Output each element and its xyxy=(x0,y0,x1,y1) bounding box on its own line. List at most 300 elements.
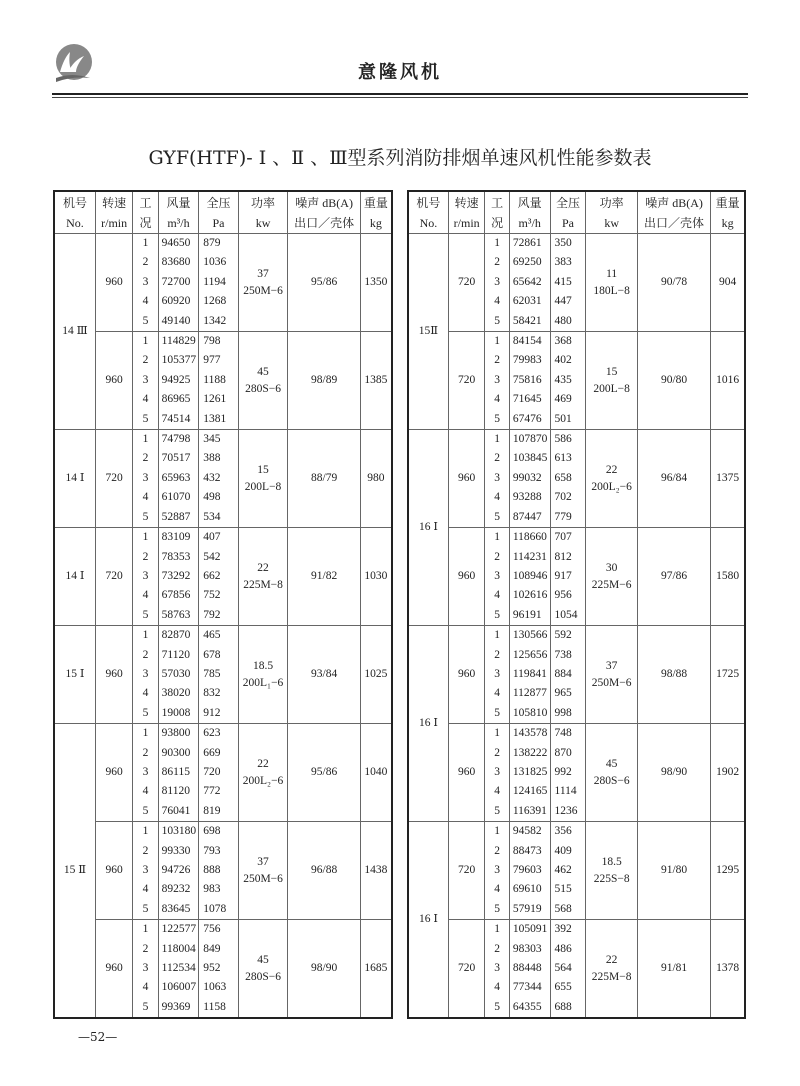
column-header-line1: 风量 xyxy=(166,195,191,210)
brand-name: 意隆风机 xyxy=(358,62,442,83)
condition-index: 3 xyxy=(485,665,509,684)
column-header-line2: No. xyxy=(419,215,438,230)
column-header-line1: 工 xyxy=(491,195,504,210)
column-header-line1: 功率 xyxy=(251,195,276,210)
performance-table-left xyxy=(53,190,393,1019)
column-header-line1: 机号 xyxy=(62,195,87,210)
pressure: 752 xyxy=(199,586,238,605)
column-header-line1: 全压 xyxy=(555,195,580,210)
pressure: 1194 xyxy=(199,273,238,292)
speed: 960 xyxy=(95,234,132,332)
pressure: 879 xyxy=(199,234,238,254)
pressure: 1054 xyxy=(550,606,586,626)
condition-index: 4 xyxy=(133,292,158,311)
airflow: 79983 xyxy=(509,351,550,370)
performance-table-right xyxy=(407,190,746,1019)
condition-index: 2 xyxy=(133,646,158,665)
airflow: 83680 xyxy=(158,253,199,272)
airflow: 38020 xyxy=(158,684,199,703)
pressure: 655 xyxy=(550,978,586,997)
noise: 98/89 xyxy=(288,332,360,430)
pressure: 435 xyxy=(550,371,586,390)
weight: 1375 xyxy=(711,430,745,528)
pressure: 756 xyxy=(199,920,238,940)
condition-index: 1 xyxy=(485,430,509,450)
pressure: 662 xyxy=(199,567,238,586)
column-header-line2: kg xyxy=(369,215,382,230)
speed: 960 xyxy=(95,626,132,724)
airflow: 99032 xyxy=(509,469,550,488)
airflow: 103180 xyxy=(158,822,199,842)
column-header-line2: Pa xyxy=(561,215,574,230)
pressure: 688 xyxy=(550,998,586,1018)
noise: 93/84 xyxy=(288,626,360,724)
pressure: 888 xyxy=(199,861,238,880)
pressure: 613 xyxy=(550,449,586,468)
noise: 98/90 xyxy=(637,724,710,822)
airflow: 62031 xyxy=(509,292,550,311)
column-header-line2: kw xyxy=(255,215,271,230)
condition-index: 2 xyxy=(485,253,509,272)
motor-model: 250M−6 xyxy=(243,284,283,297)
airflow: 57030 xyxy=(158,665,199,684)
condition-index: 2 xyxy=(485,351,509,370)
page-title: GYF(HTF)- Ⅰ 、Ⅱ 、Ⅲ型系列消防排烟单速风机性能参数表 xyxy=(148,147,652,169)
power-motor xyxy=(586,332,638,430)
condition-index: 2 xyxy=(133,351,158,370)
pressure: 912 xyxy=(199,704,238,724)
pressure: 356 xyxy=(550,822,586,842)
column-header-line2: m³/h xyxy=(167,215,190,230)
condition-index: 4 xyxy=(485,880,509,899)
airflow: 116391 xyxy=(509,802,550,822)
power-kw: 22 xyxy=(605,463,618,476)
condition-index: 5 xyxy=(485,508,509,528)
airflow: 125656 xyxy=(509,646,550,665)
table-row xyxy=(54,920,392,940)
power-motor xyxy=(238,822,288,920)
noise: 95/86 xyxy=(288,724,360,822)
airflow: 90300 xyxy=(158,744,199,763)
pressure: 345 xyxy=(199,430,238,450)
speed: 720 xyxy=(95,528,132,626)
airflow: 58763 xyxy=(158,606,199,626)
airflow: 78353 xyxy=(158,548,199,567)
condition-index: 4 xyxy=(485,586,509,605)
condition-index: 2 xyxy=(133,548,158,567)
pressure: 534 xyxy=(199,508,238,528)
column-header-line1: 重量 xyxy=(715,195,740,210)
column-header-line2: Pa xyxy=(212,215,225,230)
header-row xyxy=(408,191,745,234)
condition-index: 3 xyxy=(485,567,509,586)
airflow: 83645 xyxy=(158,900,199,920)
airflow: 81120 xyxy=(158,782,199,801)
column-header-line2: kg xyxy=(721,215,734,230)
page-number: —52— xyxy=(78,1030,118,1044)
airflow: 131825 xyxy=(509,763,550,782)
speed: 720 xyxy=(448,822,485,920)
condition-index: 2 xyxy=(133,449,158,468)
airflow: 98303 xyxy=(509,940,550,959)
column-header xyxy=(360,191,392,234)
column-header xyxy=(95,191,132,234)
pressure: 952 xyxy=(199,959,238,978)
airflow: 67856 xyxy=(158,586,199,605)
table-row xyxy=(408,430,745,450)
airflow: 52887 xyxy=(158,508,199,528)
motor-model: 180L−8 xyxy=(593,284,630,297)
pressure: 956 xyxy=(550,586,586,605)
weight: 1385 xyxy=(360,332,392,430)
condition-index: 5 xyxy=(485,312,509,332)
pressure: 469 xyxy=(550,390,586,409)
noise: 96/88 xyxy=(288,822,360,920)
condition-index: 4 xyxy=(133,390,158,409)
power-kw: 45 xyxy=(257,953,269,966)
airflow: 122577 xyxy=(158,920,199,940)
condition-index: 2 xyxy=(485,646,509,665)
speed: 720 xyxy=(95,430,132,528)
pressure: 812 xyxy=(550,548,586,567)
table-row xyxy=(408,332,745,352)
condition-index: 5 xyxy=(485,900,509,920)
pressure: 498 xyxy=(199,488,238,507)
noise: 91/81 xyxy=(637,920,710,1019)
airflow: 75816 xyxy=(509,371,550,390)
airflow: 105091 xyxy=(509,920,550,940)
condition-index: 3 xyxy=(485,861,509,880)
power-kw: 45 xyxy=(605,757,618,770)
column-header xyxy=(509,191,550,234)
condition-index: 5 xyxy=(133,802,158,822)
condition-index: 5 xyxy=(133,410,158,430)
condition-index: 1 xyxy=(485,724,509,744)
pressure: 819 xyxy=(199,802,238,822)
column-header xyxy=(637,191,710,234)
airflow: 99369 xyxy=(158,998,199,1018)
power-kw: 30 xyxy=(605,561,618,574)
pressure: 917 xyxy=(550,567,586,586)
condition-index: 1 xyxy=(133,234,158,254)
condition-index: 4 xyxy=(133,488,158,507)
power-kw: 45 xyxy=(257,365,269,378)
power-motor xyxy=(586,234,638,332)
column-header xyxy=(158,191,199,234)
pressure: 402 xyxy=(550,351,586,370)
condition-index: 3 xyxy=(485,371,509,390)
motor-model: 200L₁−6 xyxy=(242,676,284,689)
power-kw: 18.5 xyxy=(601,855,622,868)
condition-index: 3 xyxy=(133,665,158,684)
airflow: 105377 xyxy=(158,351,199,370)
weight: 1025 xyxy=(360,626,392,724)
pressure: 792 xyxy=(199,606,238,626)
airflow: 88448 xyxy=(509,959,550,978)
condition-index: 4 xyxy=(485,488,509,507)
condition-index: 3 xyxy=(133,371,158,390)
machine-number: 15Ⅱ xyxy=(408,234,448,430)
airflow: 70517 xyxy=(158,449,199,468)
pressure: 707 xyxy=(550,528,586,548)
column-header xyxy=(133,191,158,234)
power-motor xyxy=(238,430,288,528)
column-header xyxy=(550,191,586,234)
airflow: 57919 xyxy=(509,900,550,920)
condition-index: 1 xyxy=(485,626,509,646)
power-motor xyxy=(586,724,638,822)
pressure: 586 xyxy=(550,430,586,450)
motor-model: 225M−8 xyxy=(591,970,632,983)
pressure: 698 xyxy=(199,822,238,842)
airflow: 58421 xyxy=(509,312,550,332)
column-header-line2: 况 xyxy=(139,215,152,230)
airflow: 105810 xyxy=(509,704,550,724)
power-motor xyxy=(238,724,288,822)
weight: 1016 xyxy=(711,332,745,430)
table-row xyxy=(408,724,745,744)
speed: 720 xyxy=(448,332,485,430)
column-header xyxy=(711,191,745,234)
condition-index: 3 xyxy=(133,469,158,488)
motor-model: 200L₂−6 xyxy=(591,480,632,493)
airflow: 19008 xyxy=(158,704,199,724)
pressure: 486 xyxy=(550,940,586,959)
speed: 960 xyxy=(448,626,485,724)
table-row xyxy=(408,528,745,548)
pressure: 779 xyxy=(550,508,586,528)
column-header-line1: 转速 xyxy=(454,195,479,210)
airflow: 94582 xyxy=(509,822,550,842)
airflow: 138222 xyxy=(509,744,550,763)
pressure: 720 xyxy=(199,763,238,782)
power-motor xyxy=(586,528,638,626)
column-header xyxy=(408,191,448,234)
airflow: 93288 xyxy=(509,488,550,507)
pressure: 1036 xyxy=(199,253,238,272)
pressure: 772 xyxy=(199,782,238,801)
condition-index: 3 xyxy=(133,567,158,586)
column-header-line1: 机号 xyxy=(416,195,441,210)
condition-index: 3 xyxy=(485,763,509,782)
column-header-line1: 噪声 dB(A) xyxy=(295,195,353,210)
column-header-line1: 功率 xyxy=(599,195,624,210)
condition-index: 3 xyxy=(133,959,158,978)
condition-index: 4 xyxy=(485,292,509,311)
pressure: 1236 xyxy=(550,802,586,822)
column-header-line2: kw xyxy=(604,215,619,230)
power-kw: 37 xyxy=(605,659,618,672)
condition-index: 4 xyxy=(133,978,158,997)
condition-index: 5 xyxy=(133,606,158,626)
speed: 720 xyxy=(448,234,485,332)
machine-number: 16 Ⅰ xyxy=(408,430,448,626)
condition-index: 2 xyxy=(133,940,158,959)
pressure: 462 xyxy=(550,861,586,880)
airflow: 108946 xyxy=(509,567,550,586)
condition-index: 2 xyxy=(485,744,509,763)
pressure: 849 xyxy=(199,940,238,959)
airflow: 83109 xyxy=(158,528,199,548)
noise: 90/80 xyxy=(637,332,710,430)
airflow: 71120 xyxy=(158,646,199,665)
pressure: 1261 xyxy=(199,390,238,409)
column-header-line2: 出口／壳体 xyxy=(644,215,705,230)
airflow: 118660 xyxy=(509,528,550,548)
condition-index: 2 xyxy=(485,940,509,959)
column-header-line2: r/min xyxy=(453,215,480,230)
pressure: 992 xyxy=(550,763,586,782)
weight: 904 xyxy=(711,234,745,332)
pressure: 798 xyxy=(199,332,238,352)
condition-index: 1 xyxy=(133,724,158,744)
power-motor xyxy=(238,332,288,430)
table-row xyxy=(54,234,392,254)
condition-index: 2 xyxy=(485,548,509,567)
pressure: 748 xyxy=(550,724,586,744)
condition-index: 3 xyxy=(133,763,158,782)
airflow: 65963 xyxy=(158,469,199,488)
airflow: 72861 xyxy=(509,234,550,254)
pressure: 432 xyxy=(199,469,238,488)
machine-number: 16 Ⅰ xyxy=(408,626,448,822)
noise: 88/79 xyxy=(288,430,360,528)
weight: 980 xyxy=(360,430,392,528)
machine-number: 16 Ⅰ xyxy=(408,822,448,1019)
condition-index: 2 xyxy=(133,842,158,861)
column-header-line2: r/min xyxy=(101,215,128,230)
motor-model: 225S−8 xyxy=(593,872,630,885)
airflow: 94650 xyxy=(158,234,199,254)
condition-index: 2 xyxy=(133,744,158,763)
power-motor xyxy=(238,234,288,332)
condition-index: 1 xyxy=(133,528,158,548)
noise: 96/84 xyxy=(637,430,710,528)
pressure: 1114 xyxy=(550,782,586,801)
speed: 960 xyxy=(448,528,485,626)
pressure: 678 xyxy=(199,646,238,665)
condition-index: 1 xyxy=(485,528,509,548)
column-header xyxy=(586,191,638,234)
power-motor xyxy=(586,430,638,528)
pressure: 738 xyxy=(550,646,586,665)
header-row xyxy=(54,191,392,234)
pressure: 383 xyxy=(550,253,586,272)
condition-index: 1 xyxy=(133,626,158,646)
airflow: 88473 xyxy=(509,842,550,861)
condition-index: 5 xyxy=(485,802,509,822)
pressure: 1381 xyxy=(199,410,238,430)
pressure: 542 xyxy=(199,548,238,567)
column-header xyxy=(288,191,360,234)
airflow: 74798 xyxy=(158,430,199,450)
column-header xyxy=(238,191,288,234)
pressure: 793 xyxy=(199,842,238,861)
condition-index: 2 xyxy=(485,449,509,468)
pressure: 623 xyxy=(199,724,238,744)
power-kw: 22 xyxy=(257,757,269,770)
condition-index: 4 xyxy=(133,586,158,605)
pressure: 965 xyxy=(550,684,586,703)
condition-index: 5 xyxy=(485,704,509,724)
table-row xyxy=(54,626,392,646)
airflow: 94726 xyxy=(158,861,199,880)
airflow: 87447 xyxy=(509,508,550,528)
condition-index: 3 xyxy=(485,273,509,292)
speed: 960 xyxy=(95,332,132,430)
airflow: 124165 xyxy=(509,782,550,801)
airflow: 65642 xyxy=(509,273,550,292)
airflow: 103845 xyxy=(509,449,550,468)
column-header-line2: No. xyxy=(66,215,84,230)
condition-index: 5 xyxy=(133,704,158,724)
condition-index: 5 xyxy=(485,606,509,626)
motor-model: 250M−6 xyxy=(591,676,632,689)
pressure: 658 xyxy=(550,469,586,488)
pressure: 568 xyxy=(550,900,586,920)
airflow: 107870 xyxy=(509,430,550,450)
power-kw: 22 xyxy=(605,953,618,966)
pressure: 1078 xyxy=(199,900,238,920)
table-row xyxy=(54,528,392,548)
pressure: 407 xyxy=(199,528,238,548)
power-kw: 15 xyxy=(257,463,269,476)
airflow: 106007 xyxy=(158,978,199,997)
condition-index: 5 xyxy=(133,312,158,332)
condition-index: 4 xyxy=(133,782,158,801)
weight: 1902 xyxy=(711,724,745,822)
condition-index: 1 xyxy=(133,430,158,450)
weight: 1438 xyxy=(360,822,392,920)
weight: 1725 xyxy=(711,626,745,724)
airflow: 76041 xyxy=(158,802,199,822)
weight: 1378 xyxy=(711,920,745,1019)
power-kw: 18.5 xyxy=(252,659,274,672)
airflow: 49140 xyxy=(158,312,199,332)
airflow: 112534 xyxy=(158,959,199,978)
machine-number: 14 Ⅲ xyxy=(54,234,95,430)
condition-index: 4 xyxy=(485,684,509,703)
column-header-line1: 全压 xyxy=(206,195,231,210)
airflow: 64355 xyxy=(509,998,550,1018)
speed: 960 xyxy=(95,920,132,1019)
speed: 960 xyxy=(95,724,132,822)
noise: 98/88 xyxy=(637,626,710,724)
noise: 91/80 xyxy=(637,822,710,920)
pressure: 392 xyxy=(550,920,586,940)
table-row xyxy=(408,822,745,842)
pressure: 350 xyxy=(550,234,586,254)
airflow: 118004 xyxy=(158,940,199,959)
pressure: 480 xyxy=(550,312,586,332)
condition-index: 1 xyxy=(485,234,509,254)
column-header xyxy=(199,191,238,234)
pressure: 564 xyxy=(550,959,586,978)
airflow: 99330 xyxy=(158,842,199,861)
airflow: 73292 xyxy=(158,567,199,586)
power-kw: 37 xyxy=(257,267,269,280)
airflow: 96191 xyxy=(509,606,550,626)
pressure: 465 xyxy=(199,626,238,646)
airflow: 69250 xyxy=(509,253,550,272)
pressure: 501 xyxy=(550,410,586,430)
table-row xyxy=(408,920,745,940)
airflow: 93800 xyxy=(158,724,199,744)
airflow: 86965 xyxy=(158,390,199,409)
condition-index: 2 xyxy=(485,842,509,861)
condition-index: 1 xyxy=(133,822,158,842)
noise: 98/90 xyxy=(288,920,360,1019)
